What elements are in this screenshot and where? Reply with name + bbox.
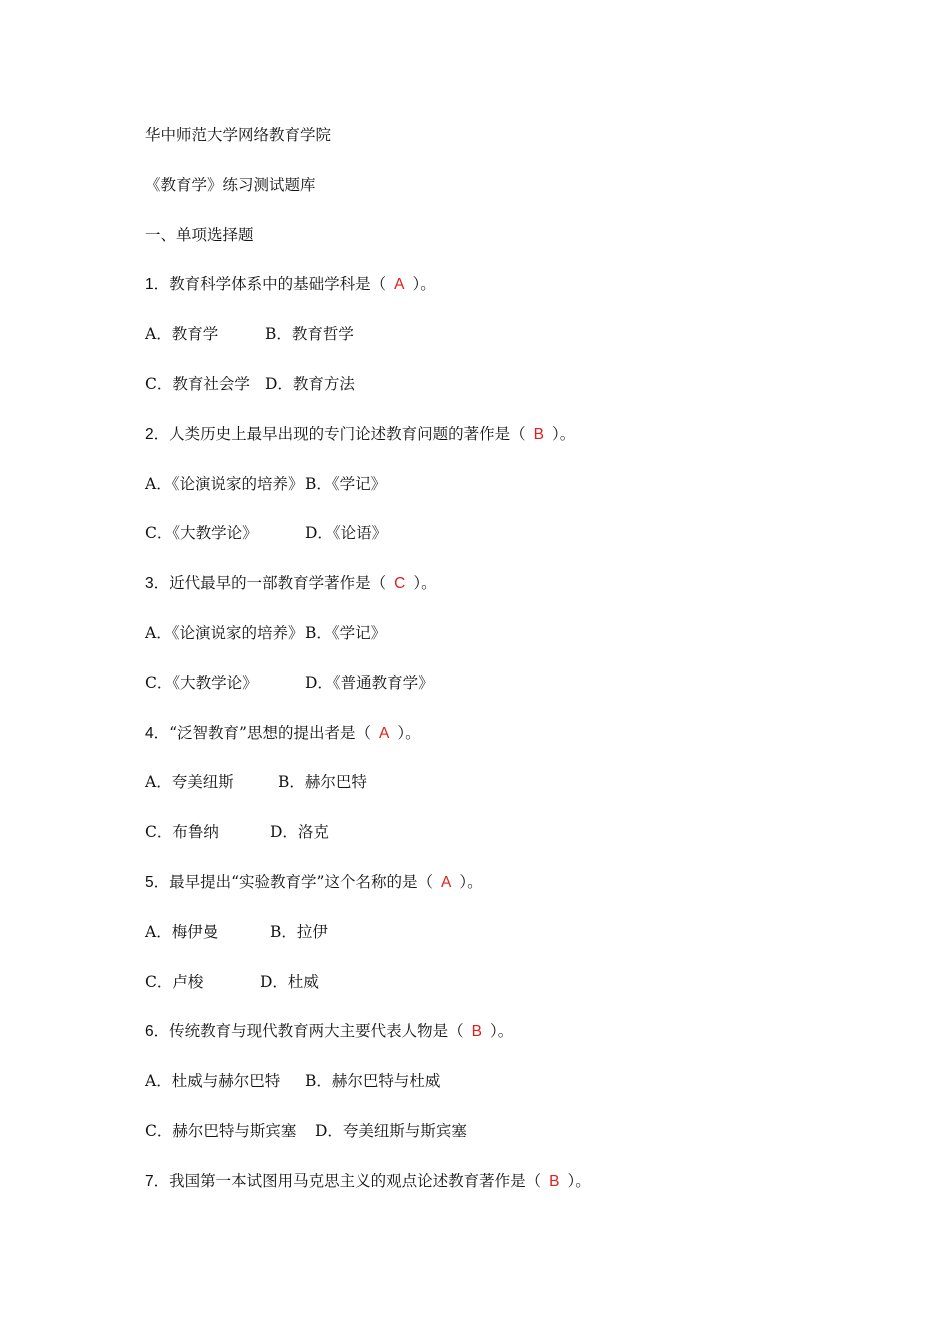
option-item: D．夸美纽斯与斯宾塞 bbox=[315, 1121, 467, 1140]
question-text: “泛智教育”思想的提出者是（ bbox=[169, 723, 371, 742]
option-item: D．教育方法 bbox=[265, 374, 355, 393]
question-number: 5． bbox=[145, 873, 170, 891]
option-item: C．赫尔巴特与斯宾塞 bbox=[145, 1121, 297, 1140]
institution-heading: 华中师范大学网络教育学院 bbox=[145, 126, 332, 144]
question-closing: ）。 bbox=[459, 872, 483, 891]
option-row bbox=[145, 471, 905, 521]
question-number: 1． bbox=[145, 276, 170, 294]
option-item: B．赫尔巴特 bbox=[278, 773, 367, 792]
question-closing: ）。 bbox=[412, 275, 436, 294]
option-item: A．杜威与赫尔巴特 bbox=[145, 1072, 281, 1091]
option-item: B．赫尔巴特与杜威 bbox=[305, 1072, 441, 1091]
question-text: 传统教育与现代教育两大主要代表人物是（ bbox=[169, 1022, 464, 1041]
question-5 bbox=[145, 869, 905, 919]
option-row bbox=[145, 919, 905, 969]
question-closing: ）。 bbox=[551, 424, 576, 443]
option-item: D．《论语》 bbox=[305, 524, 388, 543]
question-closing: ）。 bbox=[567, 1171, 591, 1190]
option-row bbox=[145, 371, 905, 421]
document-page bbox=[145, 122, 905, 1218]
answer-mark: B bbox=[549, 1172, 560, 1190]
question-4 bbox=[145, 720, 905, 770]
option-item: A．《论演说家的培养》 bbox=[145, 474, 304, 493]
question-2 bbox=[145, 421, 905, 471]
question-1 bbox=[145, 271, 905, 321]
question-number: 3． bbox=[145, 575, 170, 593]
option-item: B．《学记》 bbox=[305, 623, 387, 642]
option-item: A．《论演说家的培养》 bbox=[145, 623, 304, 642]
question-number: 4． bbox=[145, 724, 170, 742]
option-item: C．布鲁纳 bbox=[145, 823, 219, 842]
question-text: 近代最早的一部教育学著作是（ bbox=[169, 574, 387, 593]
option-row bbox=[145, 321, 905, 371]
option-item: A．教育学 bbox=[145, 325, 219, 344]
answer-mark: C bbox=[394, 575, 406, 593]
question-closing: ）。 bbox=[489, 1022, 514, 1041]
course-title: 《教育学》练习测试题库 bbox=[145, 175, 316, 194]
question-number: 2． bbox=[145, 425, 170, 443]
option-item: B．拉伊 bbox=[270, 922, 328, 941]
option-row bbox=[145, 769, 905, 819]
option-item: B．《学记》 bbox=[305, 474, 387, 493]
question-closing: ）。 bbox=[413, 574, 437, 593]
option-row bbox=[145, 520, 905, 570]
option-row bbox=[145, 819, 905, 869]
answer-mark: B bbox=[471, 1023, 482, 1041]
option-item: D．洛克 bbox=[270, 823, 329, 842]
question-text: 最早提出“实验教育学”这个名称的是（ bbox=[169, 872, 433, 891]
answer-mark: A bbox=[394, 276, 405, 294]
option-row bbox=[145, 620, 905, 670]
option-item: B．教育哲学 bbox=[265, 325, 354, 344]
question-closing: ）。 bbox=[397, 723, 421, 742]
option-row bbox=[145, 670, 905, 720]
option-item: C．教育社会学 bbox=[145, 374, 250, 393]
question-text: 人类历史上最早出现的专门论述教育问题的著作是（ bbox=[169, 424, 526, 443]
option-item: D．《普通教育学》 bbox=[305, 673, 434, 692]
question-number: 7． bbox=[145, 1172, 170, 1190]
option-row bbox=[145, 1118, 905, 1168]
option-item: A．梅伊曼 bbox=[145, 922, 219, 941]
question-text: 我国第一本试图用马克思主义的观点论述教育著作是（ bbox=[169, 1171, 542, 1190]
option-item: D．杜威 bbox=[260, 972, 319, 991]
question-text: 教育科学体系中的基础学科是（ bbox=[169, 275, 387, 294]
option-item: C．《大教学论》 bbox=[145, 673, 258, 692]
question-7 bbox=[145, 1168, 905, 1218]
question-number: 6． bbox=[145, 1023, 170, 1041]
option-item: C．卢梭 bbox=[145, 972, 204, 991]
option-row bbox=[145, 969, 905, 1019]
option-item: A．夸美纽斯 bbox=[145, 773, 234, 792]
question-list bbox=[145, 271, 905, 1217]
question-6 bbox=[145, 1018, 905, 1068]
question-3 bbox=[145, 570, 905, 620]
answer-mark: A bbox=[378, 724, 390, 742]
option-row bbox=[145, 1068, 905, 1118]
answer-mark: A bbox=[440, 873, 452, 891]
answer-mark: B bbox=[533, 425, 544, 443]
section-title: 一、单项选择题 bbox=[145, 225, 254, 244]
option-item: C．《大教学论》 bbox=[145, 524, 258, 543]
